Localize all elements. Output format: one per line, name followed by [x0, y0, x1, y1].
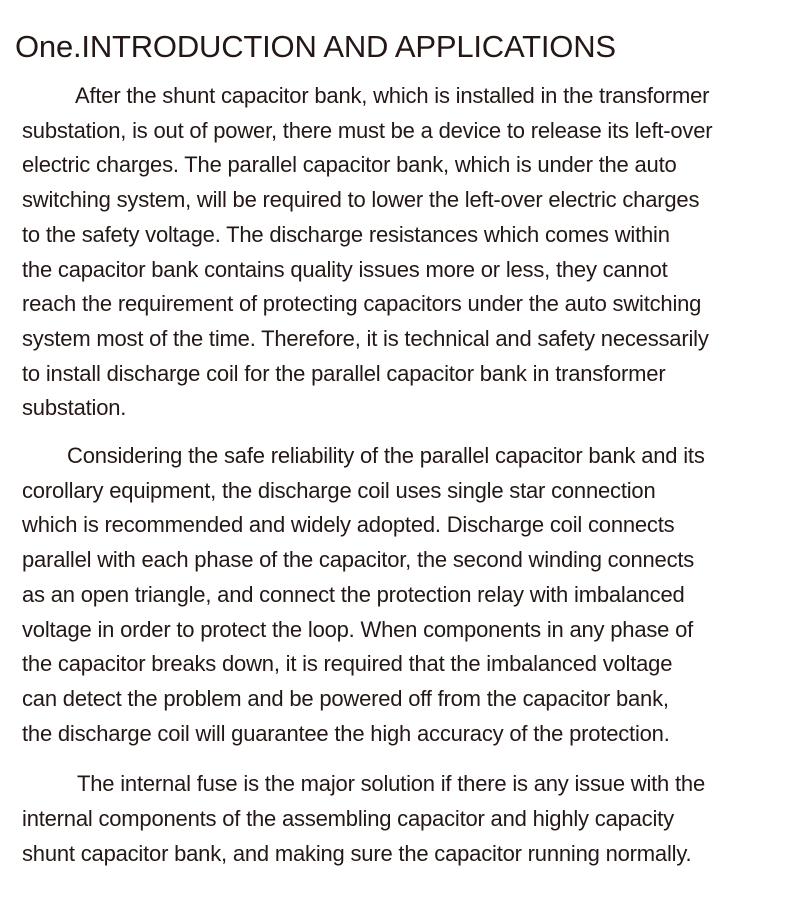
text-line: which is recommended and widely adopted. Discharge coil connects	[22, 512, 675, 538]
text-line: corollary equipment, the discharge coil uses single star connection	[22, 477, 656, 503]
paragraph-intro	[22, 79, 792, 426]
text-line: voltage in order to protect the loop. When components in any phase of	[22, 616, 694, 642]
text-line: Considering the safe reliability of the parallel capacitor bank and its	[67, 443, 705, 469]
text-line: reach the requirement of protecting capacitors under the auto switching	[22, 291, 702, 317]
text-line: shunt capacitor bank, and making sure the capacitor running normally.	[22, 840, 692, 866]
text-line: switching system, will be required to lower the left-over electric charges	[22, 187, 700, 213]
text-line: to the safety voltage. The discharge resistances which comes within	[22, 221, 670, 247]
paragraph-connection	[22, 439, 792, 751]
section-heading: One.INTRODUCTION AND APPLICATIONS	[15, 29, 616, 64]
text-line: The internal fuse is the major solution if there is any issue with the	[77, 771, 705, 797]
text-line: system most of the time. Therefore, it is technical and safety necessarily	[22, 325, 709, 351]
text-line: as an open triangle, and connect the protection relay with imbalanced	[22, 581, 685, 607]
text-line: the discharge coil will guarantee the high accuracy of the protection.	[22, 720, 670, 746]
document-page	[0, 28, 800, 911]
text-line: the capacitor bank contains quality issues more or less, they cannot	[22, 256, 668, 282]
text-line: substation.	[22, 395, 127, 421]
text-line: internal components of the assembling capacitor and highly capacity	[22, 806, 674, 832]
text-line: parallel with each phase of the capacitor, the second winding connects	[22, 547, 695, 573]
text-line: can detect the problem and be powered off from the capacitor bank,	[22, 685, 669, 711]
text-line: to install discharge coil for the parallel capacitor bank in transformer	[22, 360, 666, 386]
text-line: After the shunt capacitor bank, which is installed in the transformer	[75, 83, 710, 108]
text-line: the capacitor breaks down, it is required that the imbalanced voltage	[22, 651, 673, 677]
text-line: electric charges. The parallel capacitor bank, which is under the auto	[22, 152, 677, 178]
text-line: substation, is out of power, there must be a device to release its left-over	[22, 117, 713, 143]
paragraph-internal-fuse	[22, 767, 792, 871]
